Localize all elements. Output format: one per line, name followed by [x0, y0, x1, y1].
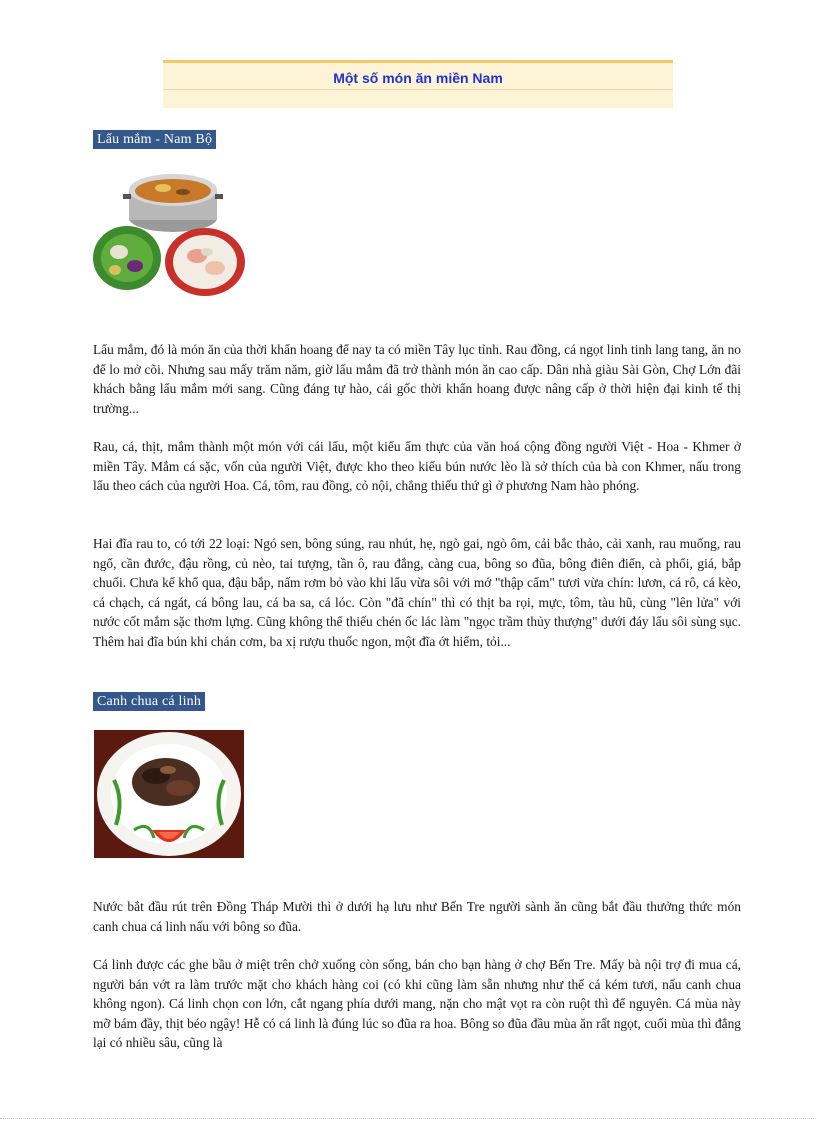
- page-title: Một số món ăn miền Nam: [333, 70, 503, 86]
- canh-chua-photo: [94, 730, 244, 858]
- section-heading-canh-chua: Canh chua cá linh: [93, 692, 205, 711]
- paragraph: Hai đĩa rau to, có tới 22 loại: Ngó sen, bông súng, rau nhút, hẹ, ngò gai, ngò ôm, cải bắc thảo, cải xanh, rau muống, rau ngổ, cần đước, đậu rồng, củ nèo, tai tượng, tần ô, rau đắng, càng cua, bông so đũa, bông điên điển, cà phổi, giá, bắp chuối. Chưa kể khổ qua, đậu bắp, nấm rơm bỏ vào khi lẩu vừa sôi với mớ "thập cẩm" tươi vừa chín: lươn, cá rô, cá kèo, cá chạch, cá ngát, cá bông lau, cá ba sa, cá lóc. Còn "đã chín" thì có thịt ba rọi, mực, tôm, tàu hũ, cùng "lên lửa" với nước cốt mắm sặc thơm lựng. Cũng không thể thiếu chén ốc lác làm "ngọc trầm thủy thượng" dưới đáy lẩu sôi sùng sục. Thêm hai đĩa bún khi chán cơm, ba xị rượu thuốc ngon, một đĩa ớt hiểm, tỏi...: [93, 536, 741, 649]
- paragraph: Cá linh được các ghe bầu ở miệt trên chở xuống còn sống, bán cho bạn hàng ở chợ Bến Tre. Mấy bà nội trợ đi mua cá, người bán vớt ra làm trước mặt cho khách hàng coi (có khi cũng làm sẵn nhưng như thế cá kém tươi, nấu canh chua không ngon). Cá linh chọn con lớn, cắt ngang phía dưới mang, nặn cho mật vọt ra còn ruột thì để nguyên. Cá mùa này mỡ bám đầy, thịt béo ngậy! Hễ có cá linh là đúng lúc so đũa ra hoa. Bông so đũa đầu mùa ăn rất ngọt, cuối mùa thì đắng lại có nhiều sâu, cũng là: [93, 957, 741, 1050]
- lau-mam-photo: [93, 168, 245, 300]
- title-banner: [163, 60, 673, 108]
- title-divider: [163, 89, 673, 90]
- paragraph: Rau, cá, thịt, mắm thành một món với cái lẩu, một kiểu ẩm thực của văn hoá cộng đồng người Việt - Hoa - Khmer ở miền Tây. Mắm cá sặc, vốn của người Việt, được kho theo kiểu bún nước lèo là sở thích của bà con Khmer, nấu trong lẩu theo cách của người Hoa. Cá, tôm, rau đồng, cỏ nội, chẳng thiếu thứ gì ở phương Nam hào phóng.: [93, 439, 741, 493]
- paragraph: Lẩu mắm, đó là món ăn của thời khẩn hoang để nay ta có miền Tây lục tỉnh. Rau đồng, cá ngọt linh tinh lang tang, ăn no để lo mở cõi. Nhưng sau mấy trăm năm, giờ lẩu mắm đã trở thành món ăn cao cấp. Dân nhà giàu Sài Gòn, Chợ Lớn đãi khách bằng lẩu mắm mới sang. Cũng đáng tự hào, cái gốc thời khẩn hoang được nâng cấp ở thời hiện đại kinh tế thị trường...: [93, 342, 741, 416]
- section-heading-lau-mam: Lẩu mắm - Nam Bộ: [93, 130, 216, 149]
- page-bottom-divider: [0, 1118, 816, 1119]
- paragraph: Nước bắt đầu rút trên Đồng Tháp Mười thì ở dưới hạ lưu như Bến Tre người sành ăn cũng bắt đầu thưởng thức món canh chua cá linh nấu với bông so đũa.: [93, 899, 741, 934]
